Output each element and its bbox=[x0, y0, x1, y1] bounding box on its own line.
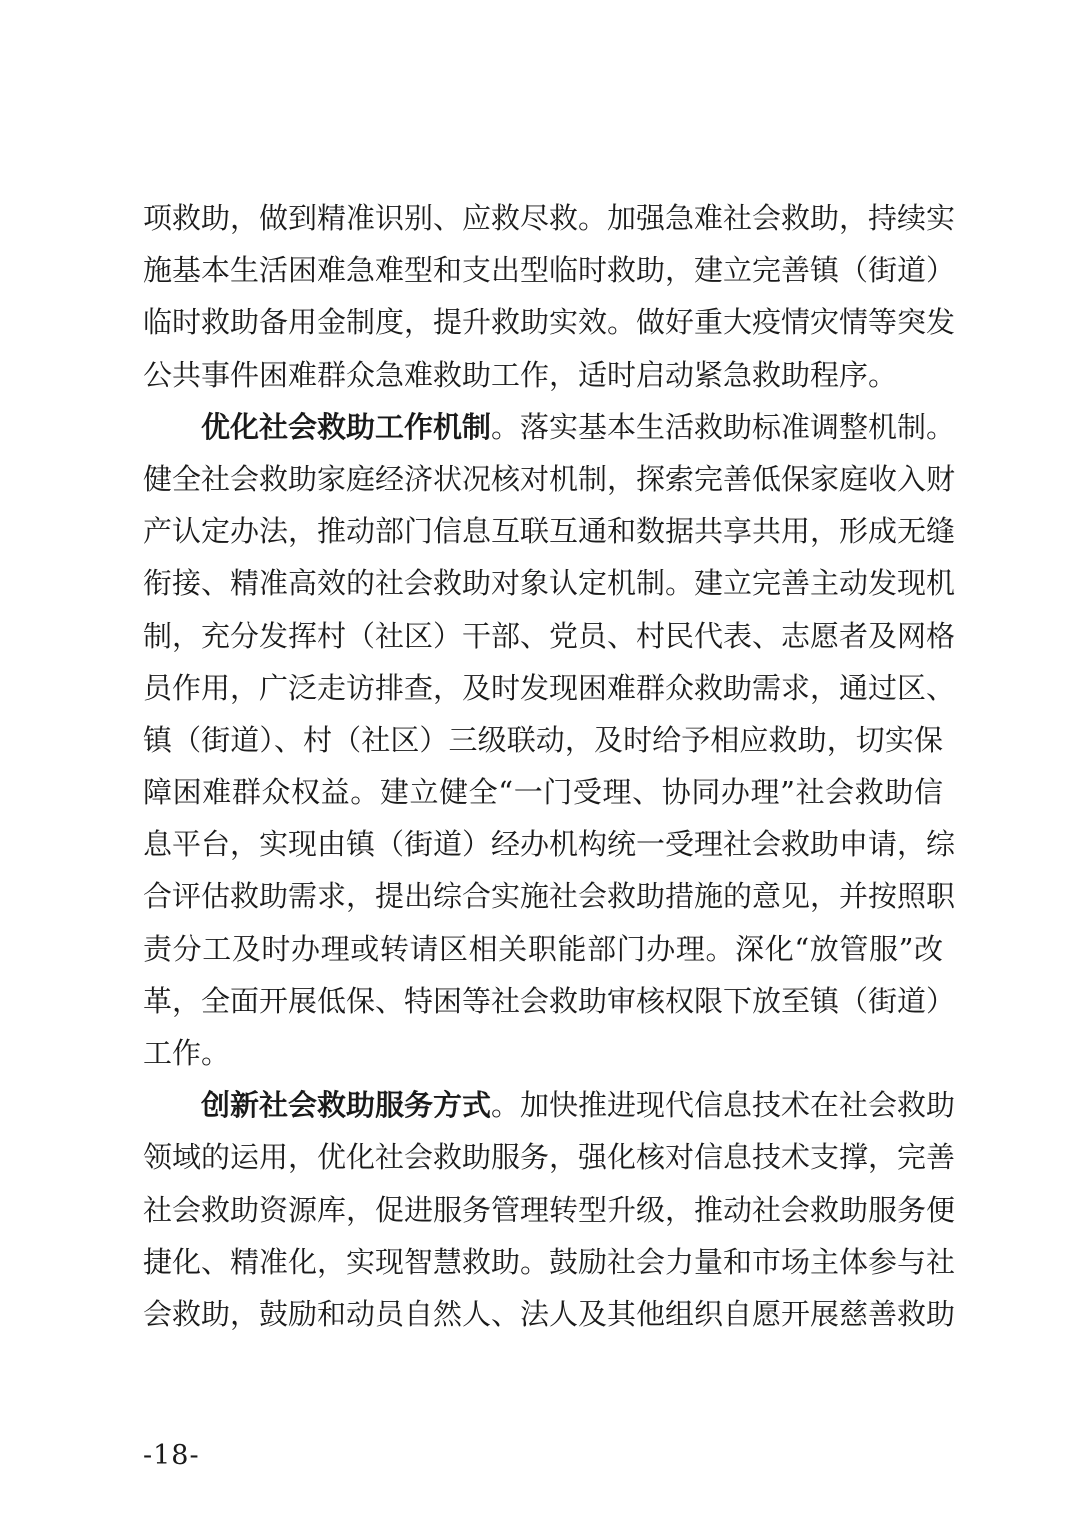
text-line: 息平台，实现由镇（街道）经办机构统一受理社会救助申请，综 bbox=[143, 827, 956, 862]
text-line: 领域的运用，优化社会救助服务，强化核对信息技术支撑，完善 bbox=[143, 1140, 956, 1175]
text-line: 产认定办法，推动部门信息互联互通和数据共享共用，形成无缝 bbox=[143, 514, 956, 549]
text-line: 镇（街道）、村（社区）三级联动，及时给予相应救助，切实保 bbox=[143, 722, 943, 757]
text-line: 员作用，广泛走访排查，及时发现困难群众救助需求，通过区、 bbox=[143, 670, 956, 705]
text-line: 制，充分发挥村（社区）干部、党员、村民代表、志愿者及网格 bbox=[143, 618, 956, 653]
text-line: 健全社会救助家庭经济状况核对机制，探索完善低保家庭收入财 bbox=[143, 461, 956, 496]
text-line: 捷化、精准化，实现智慧救助。鼓励社会力量和市场主体参与社 bbox=[143, 1244, 956, 1279]
paragraph-first-line-text: 。落实基本生活救助标准调整机制。 bbox=[491, 409, 956, 444]
paragraph-heading: 创新社会救助服务方式 bbox=[201, 1088, 492, 1123]
paragraph-heading: 优化社会救助工作机制 bbox=[201, 409, 492, 444]
text-line: 项救助，做到精准识别、应救尽救。加强急难社会救助，持续实 bbox=[143, 201, 956, 235]
paragraph-first-line bbox=[143, 1079, 956, 1131]
text-line: 障困难群众权益。建立健全“一门受理、协同办理”社会救助信 bbox=[143, 775, 943, 810]
text-line: 衔接、精准高效的社会救助对象认定机制。建立完善主动发现机 bbox=[143, 566, 956, 601]
text-line: 会救助，鼓励和动员自然人、法人及其他组织自愿开展慈善救助 bbox=[143, 1296, 956, 1331]
text-line: 工作。 bbox=[143, 1036, 231, 1070]
page-number: -18- bbox=[143, 1440, 200, 1471]
text-line: 公共事件困难群众急难救助工作，适时启动紧急救助程序。 bbox=[143, 357, 898, 392]
paragraph-first-line-text: 。加快推进现代信息技术在社会救助 bbox=[491, 1088, 956, 1123]
text-line: 施基本生活困难急难型和支出型临时救助，建立完善镇（街道） bbox=[143, 253, 956, 288]
text-line: 革，全面开展低保、特困等社会救助审核权限下放至镇（街道） bbox=[143, 983, 956, 1018]
paragraph-first-line bbox=[143, 401, 956, 453]
text-line: 临时救助备用金制度，提升救助实效。做好重大疫情灾情等突发 bbox=[143, 305, 956, 340]
text-line: 合评估救助需求，提出综合实施社会救助措施的意见，并按照职 bbox=[143, 879, 956, 914]
text-line: 责分工及时办理或转请区相关职能部门办理。深化“放管服”改 bbox=[143, 931, 943, 966]
body-text bbox=[143, 192, 956, 1340]
text-line: 社会救助资源库，促进服务管理转型升级，推动社会救助服务便 bbox=[143, 1192, 956, 1227]
